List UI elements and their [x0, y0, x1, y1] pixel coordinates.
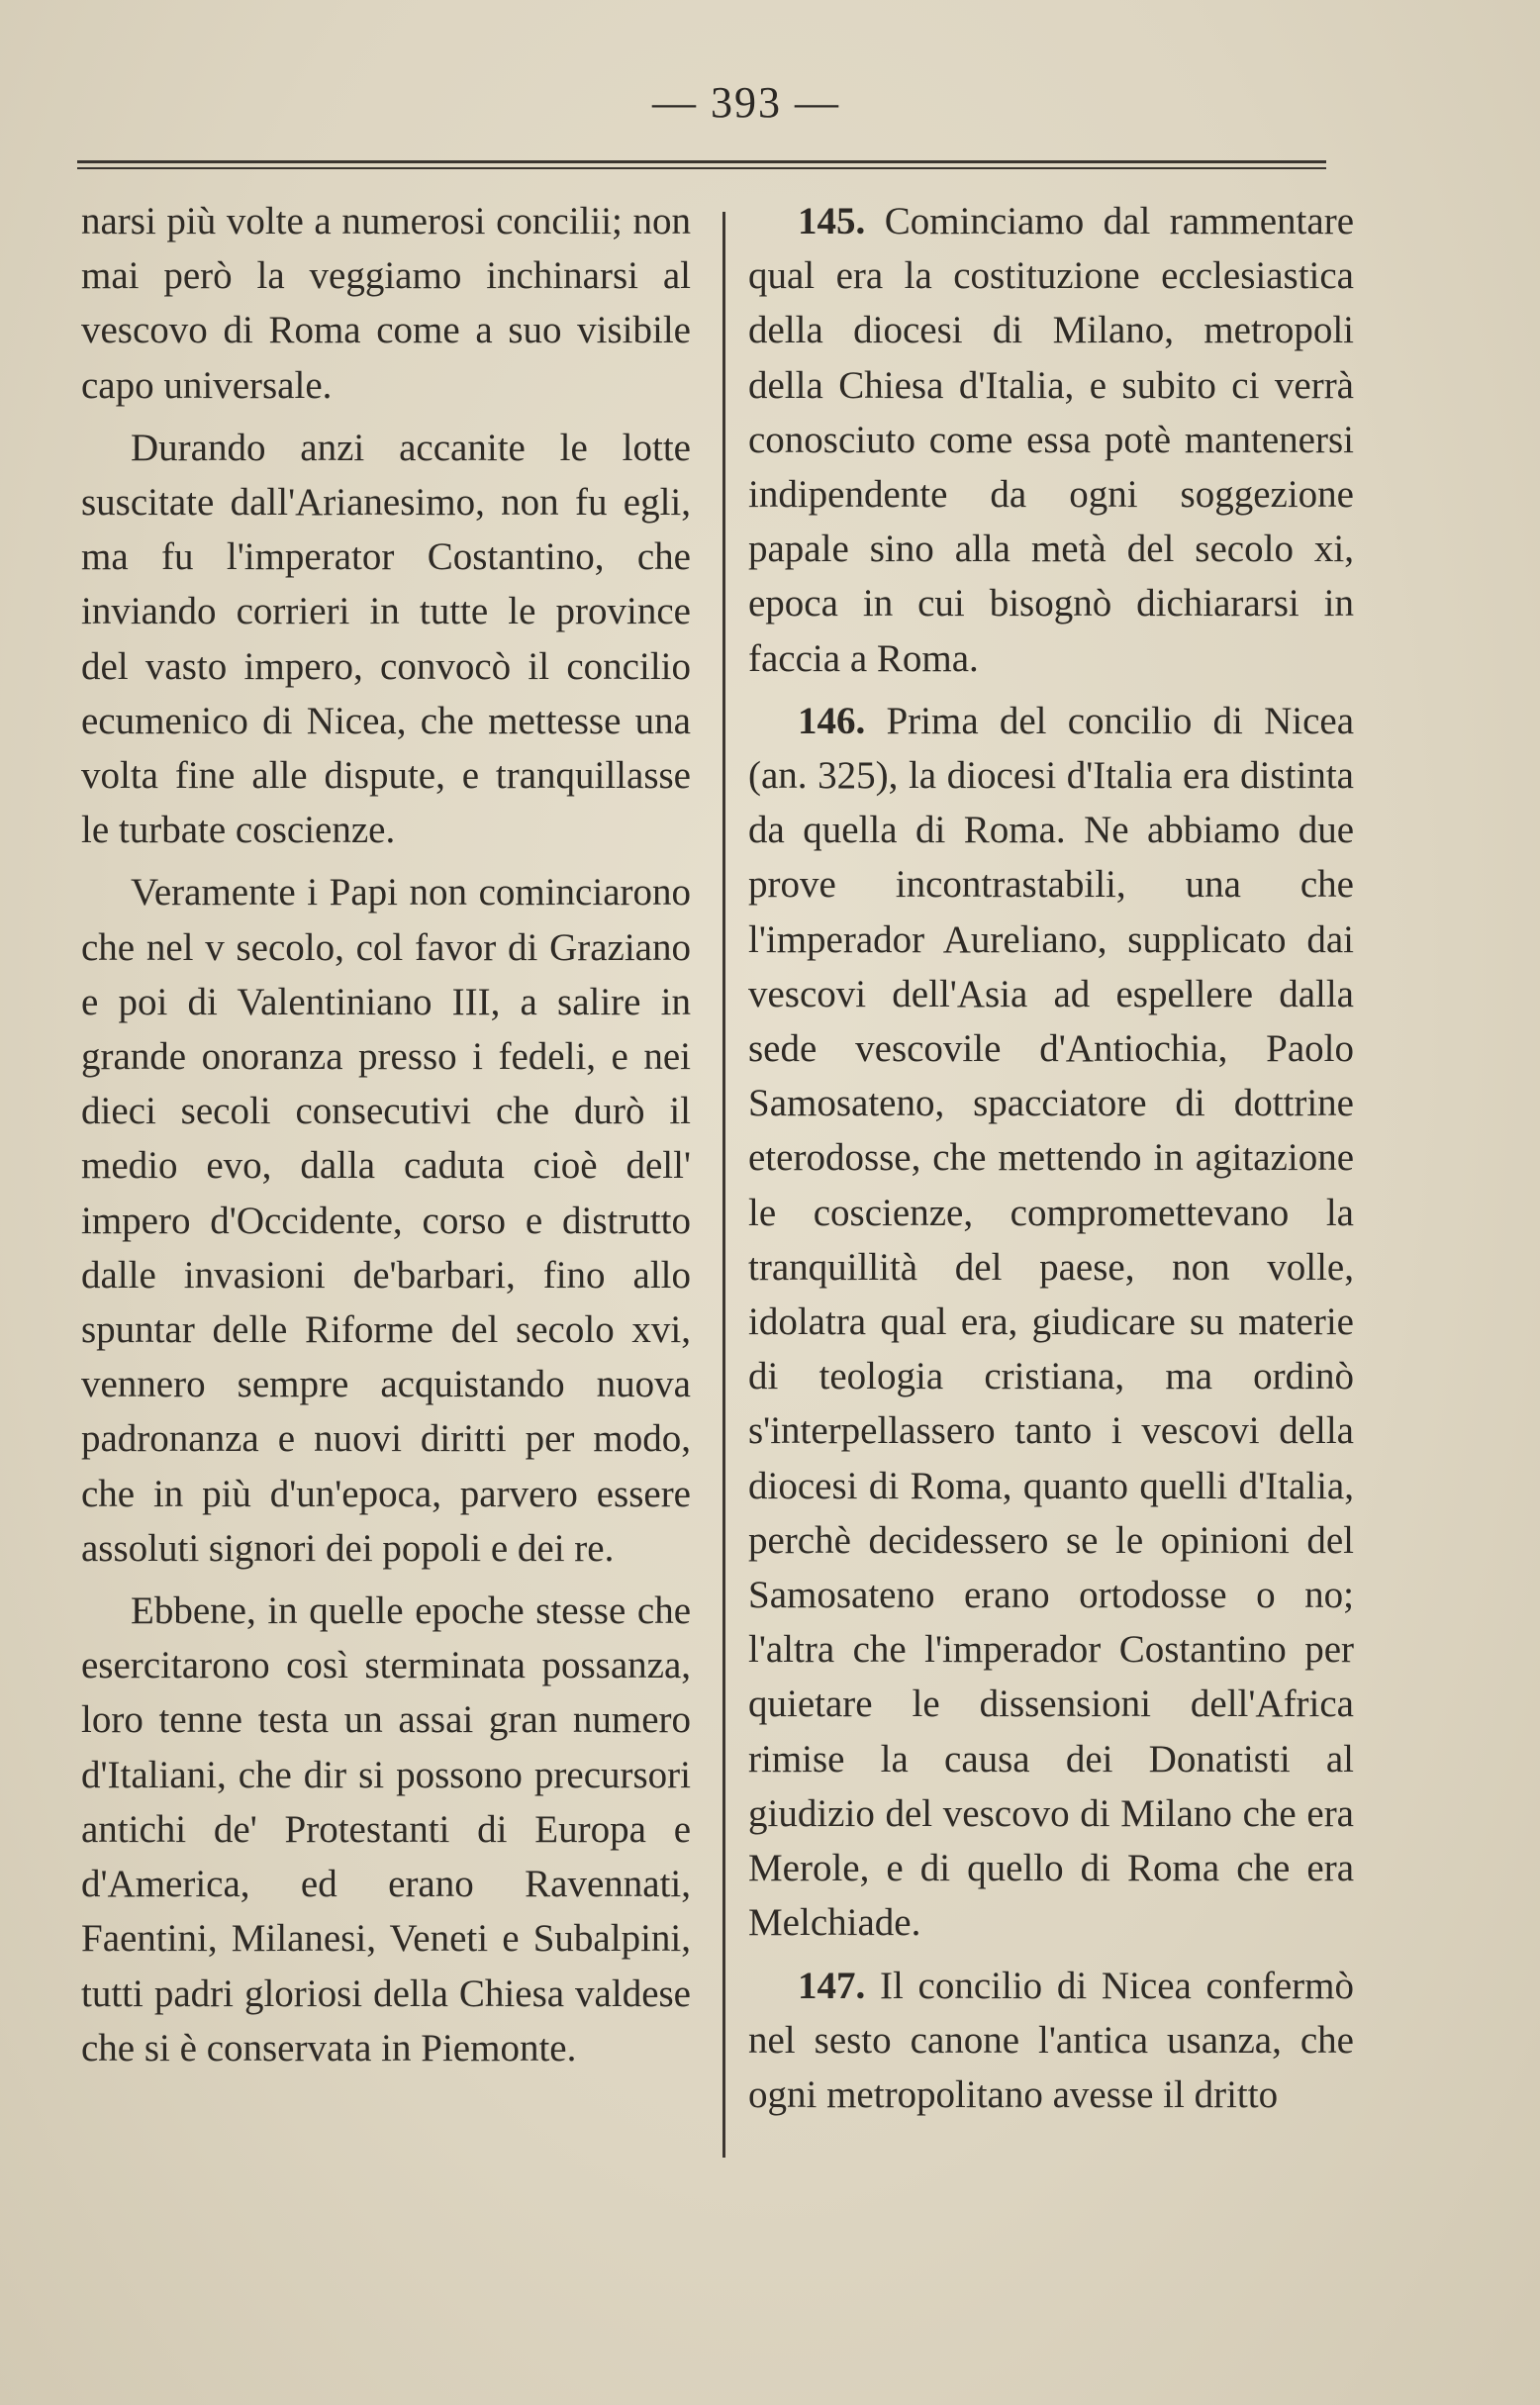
left-column [81, 194, 691, 2075]
paragraph: Durando anzi accanite le lotte suscitate dall'Arianesimo, non fu egli, ma fu l'imperator Costantino, che inviando corrieri in tutte le province del vasto impero, convocò il concilio ecumenico di Nicea, che mettesse una volta fine alle dispute, e tranquillasse le turbate coscienze. [81, 426, 691, 852]
paragraph-text: Prima del concilio di Nicea (an. 325), la diocesi d'Italia era distinta da quella di Roma. Ne abbiamo due prove incontrastabili, una che l'imperador Aureliano, supplicato dai vescovi dell'Asia ad espellere dalla sede vescovile d'Antiochia, Paolo Samosateno, spacciatore di dottrine eterodosse, che mettendo in agitazione le coscienze, compromettevano la tranquillità del paese, non volle, idolatra qual era, giudicare su materie di teologia cristiana, ma ordinò s'interpellassero tanto i vescovi della diocesi di Roma, quanto quelli d'Italia, perchè decidessero se le opinioni del Samosateno erano ortodosse o no; l'altra che l'imperador Costantino per quietare le dissensioni dell'Africa rimise la causa dei Donatisti al giudizio del vescovo di Milano che era Merole, e di quello di Roma che era Melchiade. [748, 699, 1355, 1945]
paragraph-text: Il concilio di Nicea confermò nel sesto canone l'antica usanza, che ogni metropolitano avesse il dritto [748, 1964, 1354, 2116]
page-number: — 393 — [652, 78, 840, 127]
paragraph-number: 146. [798, 699, 866, 742]
right-column [748, 194, 1354, 2122]
numbered-paragraph-147 [748, 1959, 1354, 2123]
numbered-paragraph-145 [748, 194, 1354, 686]
paragraph-text: Cominciamo dal rammentare qual era la costituzione ecclesiastica della diocesi di Milano, metropoli della Chiesa d'Italia, e subito ci verrà conosciuto come essa potè mantenersi indipendente da ogni soggezione papale sino alla metà del secolo xi, epoca in cui bisognò dichiararsi in faccia a Roma. [748, 200, 1354, 680]
paragraph: Ebbene, in quelle epoche stesse che esercitarono così sterminata possanza, loro tenne testa un assai gran numero d'Italiani, che dir si possono precursori antichi de' Protestanti di Europa e d'America, ed erano Ravennati, Faentini, Milanesi, Veneti e Subalpini, tutti padri gloriosi della Chiesa valdese che si è conservata in Piemonte. [81, 1589, 691, 2069]
numbered-paragraph-146 [748, 694, 1354, 1951]
column-divider [722, 212, 725, 2158]
paragraph-number: 147. [798, 1964, 866, 2007]
paragraph-number: 145. [798, 200, 866, 242]
header-rule [77, 160, 1326, 169]
paragraph-continued: narsi più volte a numerosi concilii; non mai però la veggiamo inchinarsi al vescovo di Roma come a suo visibile capo universale. [81, 200, 691, 407]
paragraph: Veramente i Papi non cominciarono che nel v secolo, col favor di Graziano e poi di Valentiniano III, a salire in grande onoranza presso i fedeli, e nei dieci secoli consecutivi che durò il medio evo, dalla caduta cioè dell' impero d'Occidente, corso e distrutto dalle invasioni de'barbari, fino allo spuntar delle Riforme del secolo xvi, vennero sempre acquistando nuova padronanza e nuovi diritti per modo, che in più d'un'epoca, parvero essere assoluti signori dei popoli e dei re. [81, 871, 691, 1570]
